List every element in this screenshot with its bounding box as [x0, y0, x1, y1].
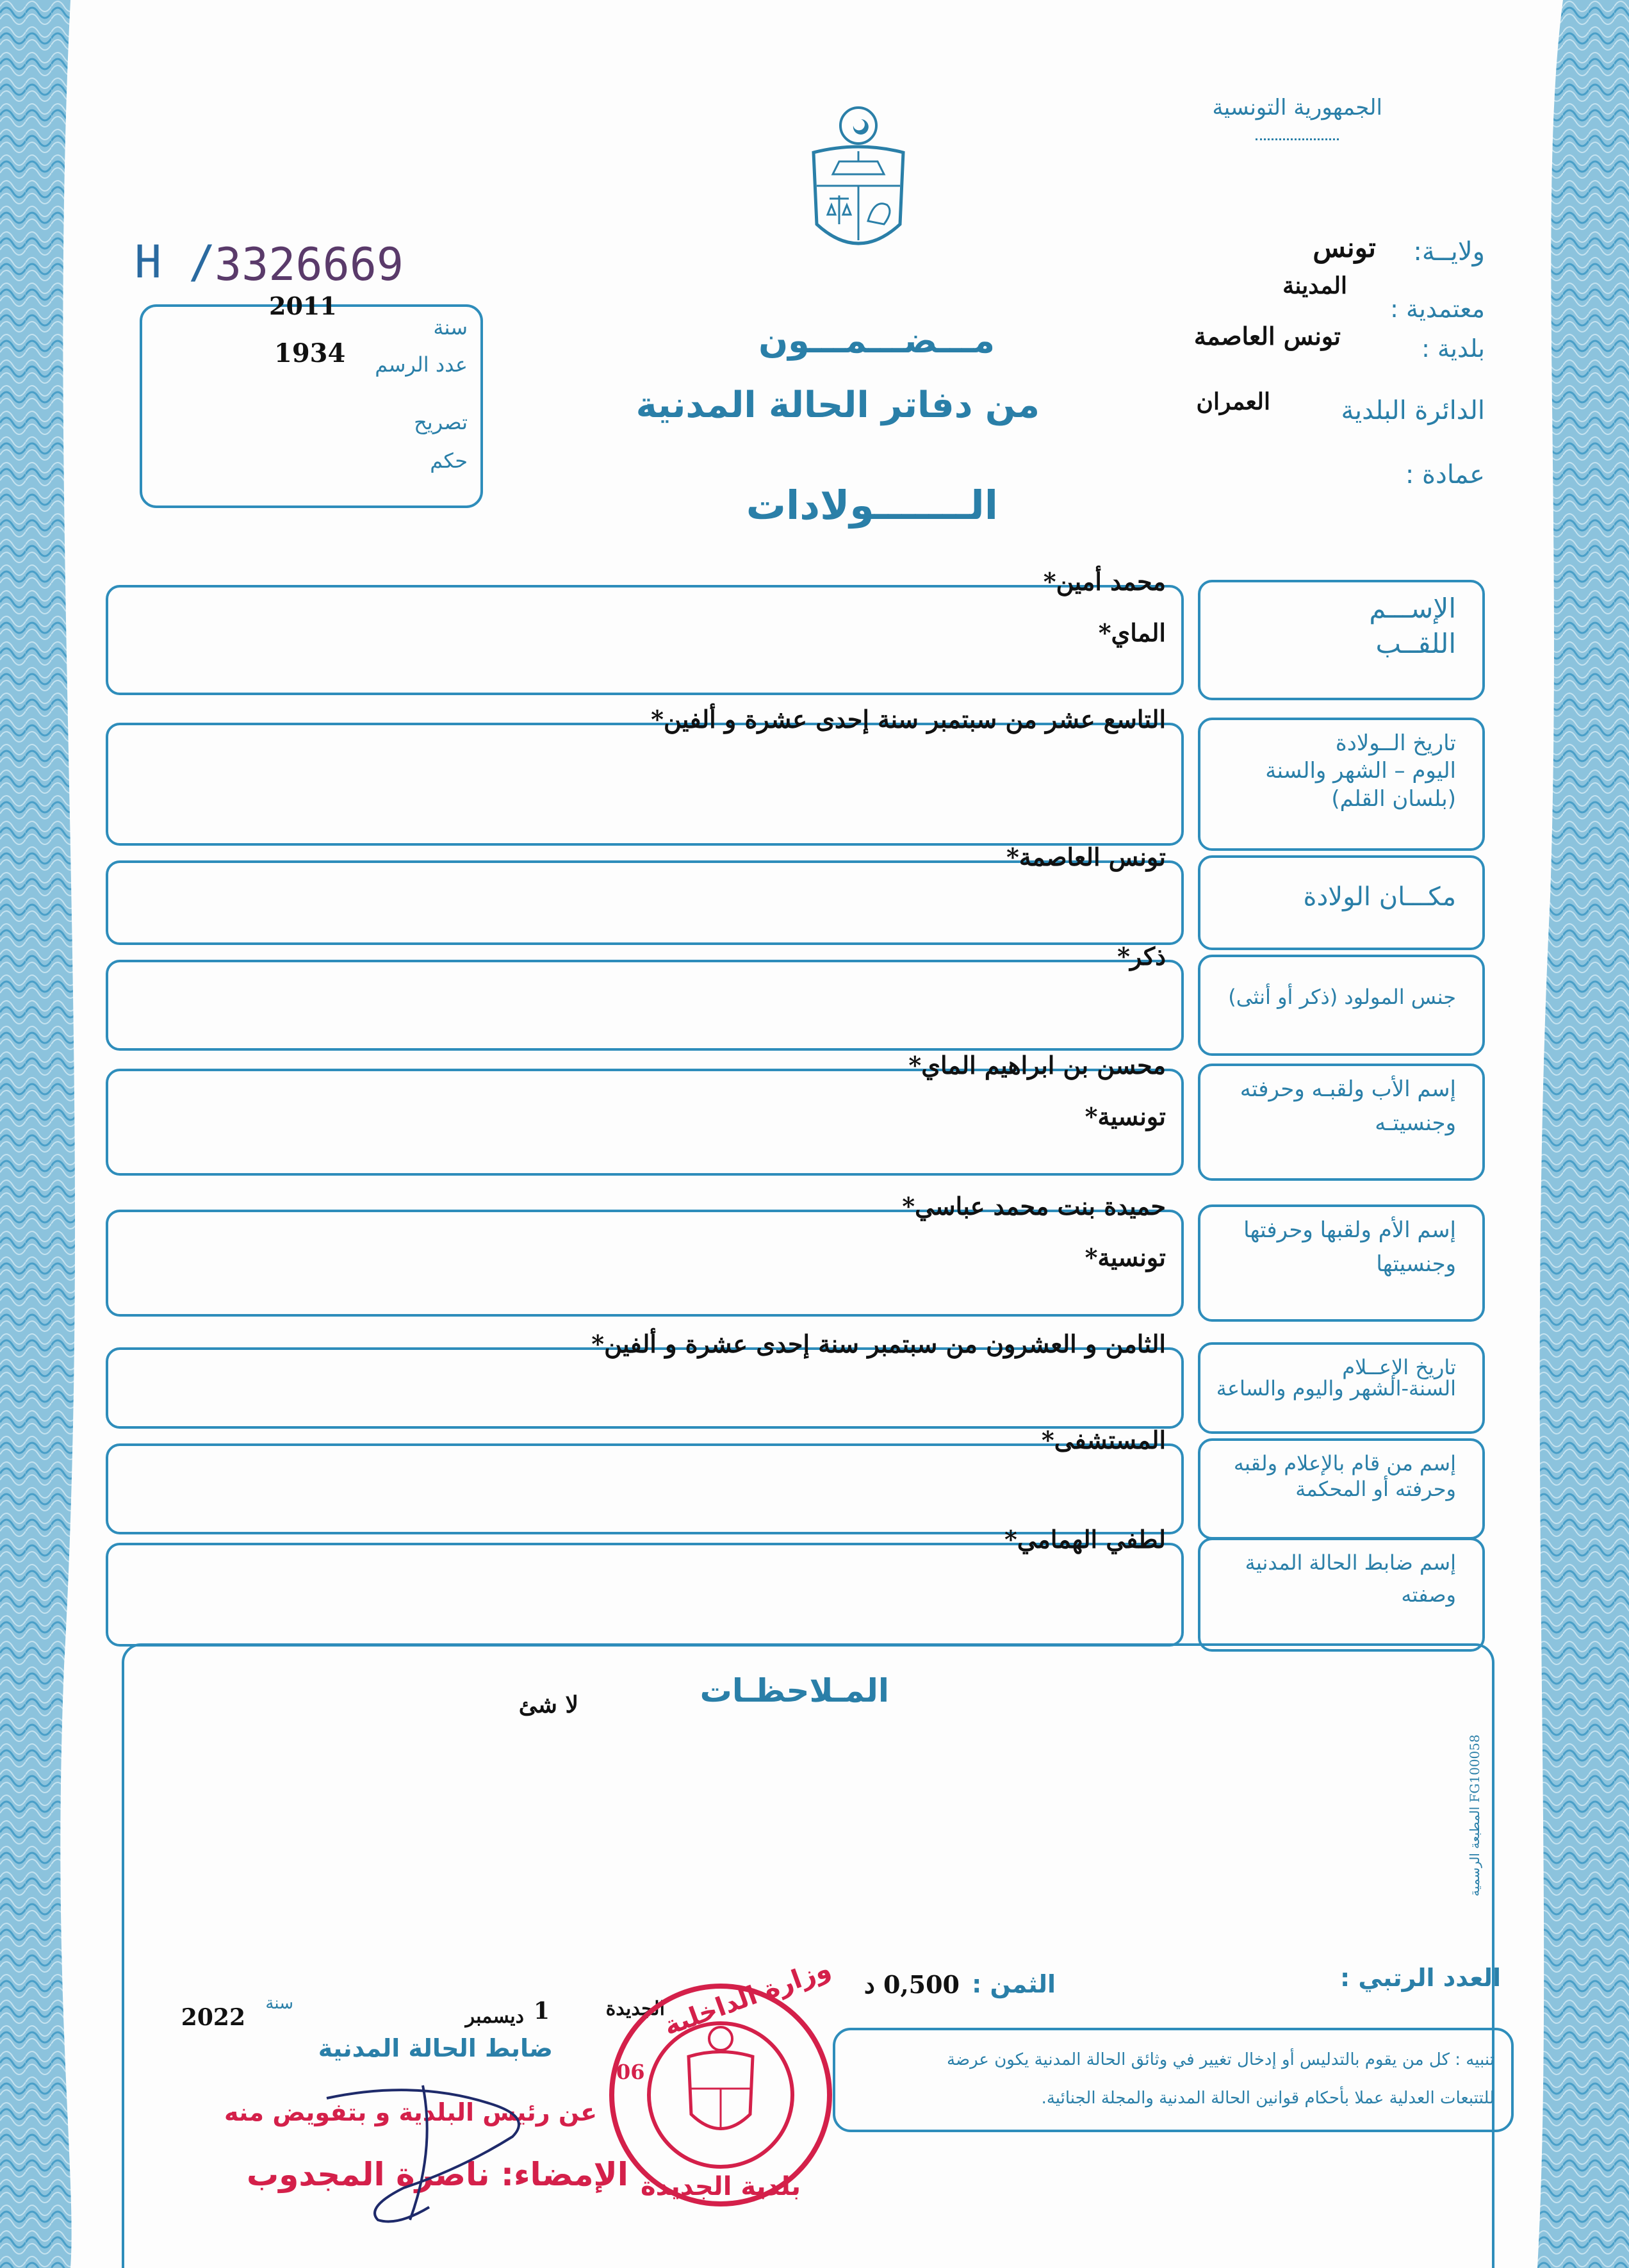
field-label: الإســـم: [1369, 593, 1456, 624]
field-value: محمد أمين*: [1043, 567, 1166, 596]
place-value: الجديدة: [605, 1998, 665, 2020]
field-label: إسم ضابط الحالة المدنية: [1245, 1550, 1456, 1575]
warning-box: [833, 2028, 1514, 2132]
field-value-box: [106, 860, 1184, 945]
field-label2: وحرفته أو المحكمة: [1295, 1477, 1456, 1501]
field-value: المستشفى*: [1041, 1426, 1166, 1454]
field-label2: وصفته: [1401, 1582, 1456, 1607]
imada-label: عمادة :: [1405, 460, 1485, 489]
price-label: الثمن :: [972, 1970, 1056, 1998]
day-value: 1: [533, 1998, 550, 2025]
field-value2: تونسية*: [1085, 1102, 1166, 1131]
officer-label: ضابط الحالة المدنية: [318, 2034, 553, 2062]
field-label: إسم الأم ولقبها وحرفتها: [1243, 1217, 1456, 1243]
field-label: تاريخ الــولادة: [1335, 730, 1456, 756]
field-value: تونس العاصمة*: [1006, 842, 1166, 871]
field-label: مكـــان الولادة: [1303, 882, 1456, 912]
municipality-label: بلدية :: [1421, 334, 1485, 363]
delegation-label: معتمدية :: [1390, 295, 1485, 323]
field-label: تاريخ الإعــلام: [1342, 1355, 1456, 1379]
register-year-label: سنة: [433, 315, 468, 340]
register-box: [140, 304, 483, 508]
field-value: التاسع عشر من سبتمبر سنة إحدى عشرة و ألفين*: [651, 705, 1166, 734]
year-label: سنة: [265, 1994, 293, 2013]
register-declaration-label: تصريح: [414, 410, 468, 434]
field-label2: السنة-الشهر واليوم والساعة: [1216, 1376, 1456, 1401]
title-line2: من دفاتر الحالة المدنية: [635, 384, 1040, 426]
district-label: الدائرة البلدية: [1341, 396, 1485, 425]
signature-stamp: الإمضاء: ناصرة المجدوب: [247, 2156, 628, 2193]
remarks-value: لا شئ: [518, 1691, 578, 1718]
serial-prefix: H /: [135, 236, 216, 288]
governorate-value: تونس: [1313, 232, 1376, 263]
title-line1: مـــضـــمـــون: [758, 320, 995, 361]
order-label: العدد الرتبي :: [1339, 1964, 1501, 1992]
field-value: محسن بن ابراهيم الماي*: [908, 1051, 1166, 1080]
republic-underline: [1256, 138, 1339, 140]
field-value: ذكر*: [1117, 942, 1166, 971]
field-value-box: [106, 1069, 1184, 1176]
remarks-label: المـلاحظـات: [700, 1672, 889, 1709]
municipality-value: تونس العاصمة: [1193, 322, 1341, 350]
field-label2: اللقــب: [1375, 628, 1456, 659]
delegation-stamp: عن رئيس البلدية و بتفويض منه: [224, 2098, 598, 2126]
field-label: جنس المولود (ذكر أو أنثى): [1228, 985, 1456, 1009]
delegation-value: المدينة: [1282, 272, 1347, 299]
field-label3: (بلسان القلم): [1331, 785, 1456, 812]
field-label2: وجنسيتـه: [1375, 1110, 1456, 1136]
register-record-value: 1934: [274, 338, 346, 368]
register-judgment-label: حكم: [430, 448, 468, 473]
warning-line1: تنبيه : كل من يقوم بالتدليس أو إدخال تغيير في وثائق الحالة المدنية يكون عرضة: [947, 2050, 1494, 2069]
field-value-box: [106, 960, 1184, 1051]
month-value: ديسمبر: [465, 2005, 524, 2028]
field-value-box: [106, 723, 1184, 846]
section-title: الـــــــولادات: [746, 482, 998, 529]
field-value: لطفي الهمامي*: [1004, 1525, 1166, 1554]
district-value: العمران: [1196, 388, 1270, 415]
seal-number: 06: [616, 2060, 645, 2084]
serial-number: 3326669: [215, 238, 404, 291]
field-value-box: [106, 1210, 1184, 1317]
handwritten-signature: [301, 2060, 570, 2239]
register-year-value: 2011: [269, 292, 337, 320]
field-value: الثامن و العشرون من سبتمبر سنة إحدى عشرة و ألفين*: [591, 1329, 1166, 1358]
price-value: 0,500 د: [864, 1970, 960, 1999]
warning-line2: للتتبعات العدلية عملا بأحكام قوانين الحالة المدنية والمجلة الجنائية.: [1041, 2089, 1494, 2108]
field-value-box: [106, 585, 1184, 695]
printer-code: المطبعة الرسمية FG100058: [1467, 1734, 1482, 1896]
field-value-box: [106, 1443, 1184, 1534]
field-value2: الماي*: [1098, 618, 1166, 647]
register-record-label: عدد الرسم: [375, 352, 468, 377]
field-value2: تونسية*: [1085, 1243, 1166, 1272]
governorate-label: ولايــة:: [1413, 237, 1485, 267]
field-label2: وجنسيتها: [1376, 1251, 1456, 1277]
republic-title: الجمهورية التونسية: [1212, 95, 1382, 120]
field-value-box: [106, 1347, 1184, 1429]
tunisia-coat-of-arms: [794, 103, 922, 275]
seal-bottom-text: بلدية الجديدة: [641, 2172, 801, 2201]
field-label2: اليوم – الشهر والسنة: [1265, 758, 1456, 784]
year-value: 2022: [181, 2004, 245, 2031]
field-value: حميدة بنت محمد عباسي*: [902, 1192, 1166, 1220]
seal-top-text: وزارة الداخلية: [660, 1953, 835, 2042]
field-label: إسم من قام بالإعلام ولقبه: [1233, 1451, 1456, 1475]
field-value-box: [106, 1543, 1184, 1647]
field-label: إسم الأب ولقبـه وحرفته: [1240, 1076, 1456, 1102]
